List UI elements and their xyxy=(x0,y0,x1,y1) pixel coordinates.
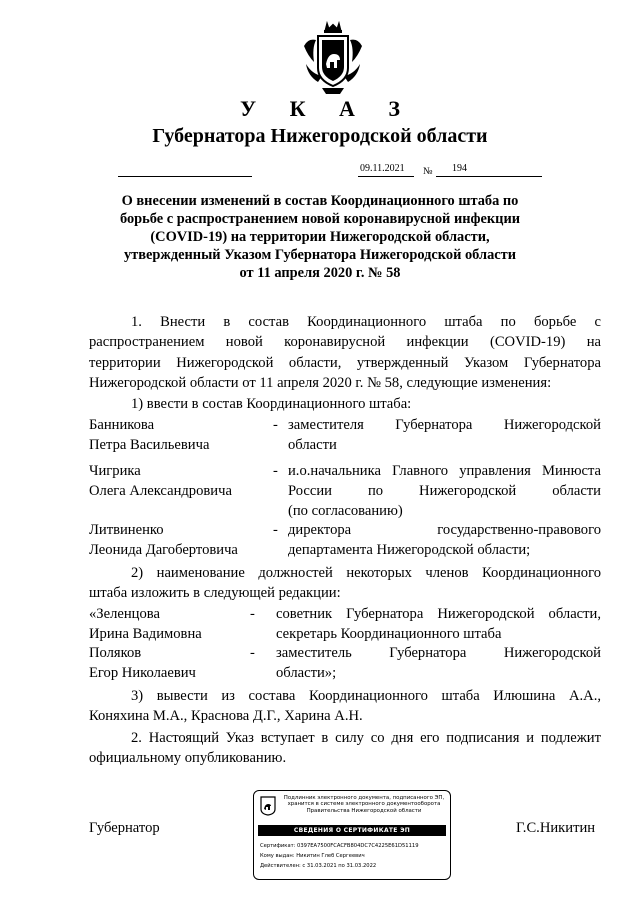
heading-line: (COVID-19) на территории Нижегородской области, xyxy=(150,229,490,245)
heading-line: утвержденный Указом Губернатора Нижегородской области xyxy=(123,247,517,263)
region-emblem-icon xyxy=(260,796,276,816)
subpoint-3-line: Коняхина М.А., Краснова Д.Г., Харина А.Н. xyxy=(89,708,363,724)
member-surname: Поляков xyxy=(89,645,142,661)
member-position: области xyxy=(288,437,337,453)
member-given-name: Олега Александровича xyxy=(89,483,232,499)
member-given-name: Ирина Вадимовна xyxy=(89,626,202,642)
signatory-name: Г.С.Никитин xyxy=(516,820,596,836)
certificate-validity: Действителен: с 31.03.2021 по 31.03.2022 xyxy=(260,863,377,869)
electronic-signature-stamp xyxy=(253,790,451,880)
member-dash: - xyxy=(273,522,278,538)
document-number: 194 xyxy=(452,163,467,174)
member-position: советник Губернатора Нижегородской области, xyxy=(276,606,601,622)
certificate-notice-line: Правительства Нижегородской области xyxy=(306,807,422,814)
member-position: департамента Нижегородской области; xyxy=(288,542,531,558)
member-dash: - xyxy=(250,606,255,622)
date-underline-left xyxy=(118,176,252,177)
certificate-info-header: СВЕДЕНИЯ О СЕРТИФИКАТЕ ЭП xyxy=(258,825,446,836)
member-surname: Банникова xyxy=(89,417,155,433)
paragraph-2-line: 2. Настоящий Указ вступает в силу со дня его подписания и подлежит xyxy=(131,730,601,746)
member-given-name: Леонида Дагобертовича xyxy=(89,542,238,558)
member-surname: Чигрика xyxy=(89,463,141,479)
member-dash: - xyxy=(273,417,278,433)
member-position: заместителя Губернатора Нижегородской xyxy=(288,417,601,433)
paragraph-1-line: Нижегородской области от 11 апреля 2020 г. № 58, следующие изменения: xyxy=(89,375,552,391)
member-surname: Литвиненко xyxy=(89,522,164,538)
member-dash: - xyxy=(273,463,278,479)
number-label: № xyxy=(423,166,433,177)
member-given-name: Егор Николаевич xyxy=(89,665,196,681)
subpoint-2-line: штаба изложить в следующей редакции: xyxy=(89,585,341,601)
certificate-serial: Сертификат: 0397EA7500FCACFB804DC7C4225E61D51119 xyxy=(260,843,419,849)
document-type-title: У К А З xyxy=(239,96,415,121)
coat-of-arms-emblem xyxy=(300,18,366,98)
signatory-role: Губернатор xyxy=(89,820,160,836)
member-position: России по Нижегородской области xyxy=(288,483,601,499)
heading-line: О внесении изменений в состав Координационного штаба по xyxy=(121,193,519,209)
document-date: 09.11.2021 xyxy=(360,163,405,174)
issuer-title: Губернатора Нижегородской области xyxy=(152,125,488,147)
certificate-notice-line: хранится в системе электронного документооборота xyxy=(287,801,441,808)
document-heading xyxy=(0,192,640,282)
heading-line: от 11 апреля 2020 г. № 58 xyxy=(239,265,401,281)
number-underline xyxy=(436,176,542,177)
subpoint-2-line: 2) наименование должностей некоторых членов Координационного xyxy=(131,565,601,581)
member-position: (по согласованию) xyxy=(288,503,403,519)
paragraph-1-line: территории Нижегородской области, утвержденный Указом Губернатора xyxy=(89,355,601,371)
member-given-name: Петра Васильевича xyxy=(89,437,210,453)
subpoint-1: 1) ввести в состав Координационного штаба: xyxy=(131,396,412,412)
paragraph-1-line: распространением новой коронавирусной инфекции (COVID-19) на xyxy=(89,334,601,350)
subpoint-3-line: 3) вывести из состава Координационного штаба Илюшина А.А., xyxy=(131,688,601,704)
member-position: области»; xyxy=(276,665,337,681)
member-dash: - xyxy=(250,645,255,661)
member-position: заместитель Губернатора Нижегородской xyxy=(276,645,601,661)
paragraph-1-line: 1. Внести в состав Координационного штаба по борьбе с xyxy=(131,314,601,330)
member-surname: «Зеленцова xyxy=(89,606,160,622)
certificate-owner: Кому выдан: Никитин Глеб Сергеевич xyxy=(260,853,365,859)
paragraph-2-line: официальному опубликованию. xyxy=(89,750,287,766)
certificate-notice xyxy=(280,795,448,814)
certificate-notice-line: Подлинник электронного документа, подписанного ЭП, xyxy=(283,795,445,801)
member-position: директора государственно-правового xyxy=(288,522,601,538)
member-position: и.о.начальника Главного управления Минюста xyxy=(288,463,601,479)
member-position: секретарь Координационного штаба xyxy=(276,626,502,642)
date-underline xyxy=(358,176,414,177)
heading-line: борьбе с распространением новой коронавирусной инфекции xyxy=(119,211,521,227)
